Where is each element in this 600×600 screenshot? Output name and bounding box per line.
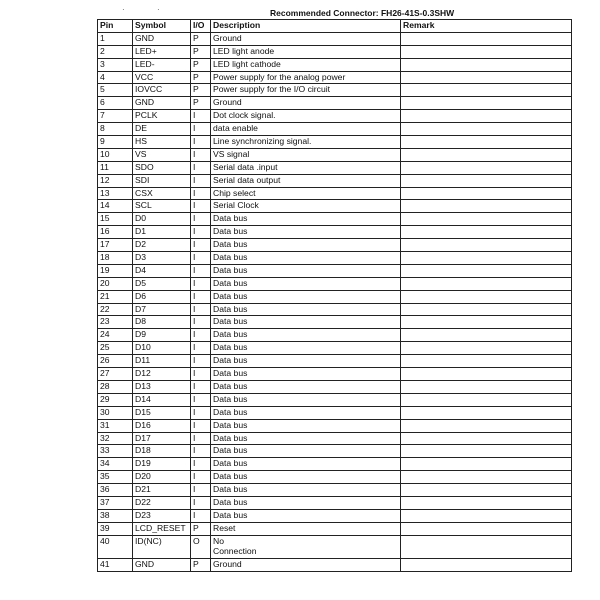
pin-cell: 37 bbox=[98, 496, 133, 509]
pin-cell: 35 bbox=[98, 471, 133, 484]
remark-cell bbox=[401, 509, 572, 522]
io-cell: I bbox=[191, 290, 211, 303]
pin-cell: 4 bbox=[98, 71, 133, 84]
io-cell: P bbox=[191, 58, 211, 71]
description-cell: Data bus bbox=[211, 471, 401, 484]
symbol-cell: DE bbox=[133, 123, 191, 136]
io-cell: I bbox=[191, 484, 211, 497]
symbol-cell: D19 bbox=[133, 458, 191, 471]
description-cell: Data bus bbox=[211, 406, 401, 419]
pin-cell: 2 bbox=[98, 45, 133, 58]
scan-mark: · bbox=[157, 5, 160, 14]
table-row bbox=[98, 32, 572, 45]
pin-cell: 17 bbox=[98, 239, 133, 252]
pin-cell: 11 bbox=[98, 161, 133, 174]
pin-cell: 33 bbox=[98, 445, 133, 458]
io-cell: I bbox=[191, 355, 211, 368]
description-cell: Power supply for the analog power bbox=[211, 71, 401, 84]
io-cell: P bbox=[191, 32, 211, 45]
io-cell: I bbox=[191, 471, 211, 484]
table-row bbox=[98, 535, 572, 558]
table-row bbox=[98, 432, 572, 445]
remark-cell bbox=[401, 32, 572, 45]
table-row bbox=[98, 355, 572, 368]
pin-cell: 22 bbox=[98, 303, 133, 316]
remark-cell bbox=[401, 58, 572, 71]
io-cell: I bbox=[191, 393, 211, 406]
description-cell: No Connection bbox=[211, 535, 401, 558]
pin-cell: 36 bbox=[98, 484, 133, 497]
table-row bbox=[98, 58, 572, 71]
symbol-cell: IOVCC bbox=[133, 84, 191, 97]
description-cell: VS signal bbox=[211, 148, 401, 161]
io-cell: I bbox=[191, 380, 211, 393]
table-row bbox=[98, 290, 572, 303]
pin-cell: 27 bbox=[98, 368, 133, 381]
io-cell: I bbox=[191, 239, 211, 252]
symbol-cell: PCLK bbox=[133, 110, 191, 123]
remark-cell bbox=[401, 161, 572, 174]
description-cell: Data bus bbox=[211, 445, 401, 458]
table-row bbox=[98, 136, 572, 149]
remark-cell bbox=[401, 380, 572, 393]
description-cell: Data bus bbox=[211, 419, 401, 432]
remark-cell bbox=[401, 290, 572, 303]
header-remark: Remark bbox=[401, 20, 572, 33]
io-cell: I bbox=[191, 432, 211, 445]
remark-cell bbox=[401, 187, 572, 200]
io-cell: I bbox=[191, 458, 211, 471]
description-cell: Data bus bbox=[211, 496, 401, 509]
table-row bbox=[98, 264, 572, 277]
io-cell: I bbox=[191, 303, 211, 316]
symbol-cell: D5 bbox=[133, 277, 191, 290]
pin-cell: 14 bbox=[98, 200, 133, 213]
io-cell: O bbox=[191, 535, 211, 558]
table-row bbox=[98, 393, 572, 406]
io-cell: I bbox=[191, 445, 211, 458]
table-row bbox=[98, 84, 572, 97]
symbol-cell: D3 bbox=[133, 252, 191, 265]
io-cell: I bbox=[191, 213, 211, 226]
symbol-cell: D2 bbox=[133, 239, 191, 252]
symbol-cell: GND bbox=[133, 32, 191, 45]
table-row bbox=[98, 123, 572, 136]
symbol-cell: D10 bbox=[133, 342, 191, 355]
pin-cell: 6 bbox=[98, 97, 133, 110]
pin-cell: 28 bbox=[98, 380, 133, 393]
io-cell: I bbox=[191, 496, 211, 509]
io-cell: P bbox=[191, 558, 211, 571]
description-cell: Data bus bbox=[211, 303, 401, 316]
pin-cell: 23 bbox=[98, 316, 133, 329]
description-cell: LED light cathode bbox=[211, 58, 401, 71]
header-description: Description bbox=[211, 20, 401, 33]
symbol-cell: D17 bbox=[133, 432, 191, 445]
remark-cell bbox=[401, 264, 572, 277]
description-cell: Serial Clock bbox=[211, 200, 401, 213]
table-row bbox=[98, 380, 572, 393]
io-cell: I bbox=[191, 200, 211, 213]
pin-cell: 3 bbox=[98, 58, 133, 71]
pin-cell: 18 bbox=[98, 252, 133, 265]
description-cell: Dot clock signal. bbox=[211, 110, 401, 123]
pin-cell: 31 bbox=[98, 419, 133, 432]
pin-cell: 25 bbox=[98, 342, 133, 355]
table-row bbox=[98, 252, 572, 265]
io-cell: P bbox=[191, 71, 211, 84]
symbol-cell: D13 bbox=[133, 380, 191, 393]
io-cell: I bbox=[191, 226, 211, 239]
table-row bbox=[98, 419, 572, 432]
remark-cell bbox=[401, 226, 572, 239]
description-cell: Power supply for the I/O circuit bbox=[211, 84, 401, 97]
remark-cell bbox=[401, 136, 572, 149]
remark-cell bbox=[401, 496, 572, 509]
remark-cell bbox=[401, 535, 572, 558]
table-row bbox=[98, 303, 572, 316]
remark-cell bbox=[401, 123, 572, 136]
io-cell: I bbox=[191, 174, 211, 187]
symbol-cell: LED- bbox=[133, 58, 191, 71]
table-row bbox=[98, 239, 572, 252]
pin-cell: 40 bbox=[98, 535, 133, 558]
symbol-cell: D16 bbox=[133, 419, 191, 432]
symbol-cell: D6 bbox=[133, 290, 191, 303]
io-cell: I bbox=[191, 148, 211, 161]
symbol-cell: LED+ bbox=[133, 45, 191, 58]
symbol-cell: VS bbox=[133, 148, 191, 161]
remark-cell bbox=[401, 432, 572, 445]
description-cell: Chip select bbox=[211, 187, 401, 200]
table-row bbox=[98, 316, 572, 329]
description-cell: Line synchronizing signal. bbox=[211, 136, 401, 149]
pin-assignment-table bbox=[97, 19, 572, 572]
io-cell: I bbox=[191, 123, 211, 136]
remark-cell bbox=[401, 252, 572, 265]
table-row bbox=[98, 97, 572, 110]
remark-cell bbox=[401, 303, 572, 316]
symbol-cell: D0 bbox=[133, 213, 191, 226]
table-row bbox=[98, 445, 572, 458]
remark-cell bbox=[401, 45, 572, 58]
pin-cell: 19 bbox=[98, 264, 133, 277]
remark-cell bbox=[401, 393, 572, 406]
symbol-cell: SDI bbox=[133, 174, 191, 187]
io-cell: P bbox=[191, 97, 211, 110]
description-cell: Data bus bbox=[211, 484, 401, 497]
io-cell: P bbox=[191, 522, 211, 535]
io-cell: P bbox=[191, 45, 211, 58]
io-cell: I bbox=[191, 329, 211, 342]
table-row bbox=[98, 110, 572, 123]
pin-cell: 13 bbox=[98, 187, 133, 200]
remark-cell bbox=[401, 471, 572, 484]
description-cell: Data bus bbox=[211, 393, 401, 406]
table-row bbox=[98, 187, 572, 200]
description-cell: Ground bbox=[211, 32, 401, 45]
description-cell: Data bus bbox=[211, 329, 401, 342]
description-cell: Data bus bbox=[211, 380, 401, 393]
pin-cell: 10 bbox=[98, 148, 133, 161]
pin-cell: 16 bbox=[98, 226, 133, 239]
pin-cell: 15 bbox=[98, 213, 133, 226]
symbol-cell: D4 bbox=[133, 264, 191, 277]
pin-cell: 38 bbox=[98, 509, 133, 522]
symbol-cell: D18 bbox=[133, 445, 191, 458]
io-cell: I bbox=[191, 264, 211, 277]
table-body bbox=[98, 32, 572, 571]
pin-cell: 32 bbox=[98, 432, 133, 445]
symbol-cell: D20 bbox=[133, 471, 191, 484]
symbol-cell: D15 bbox=[133, 406, 191, 419]
table-row bbox=[98, 174, 572, 187]
pin-cell: 34 bbox=[98, 458, 133, 471]
remark-cell bbox=[401, 213, 572, 226]
description-cell: Serial data .input bbox=[211, 161, 401, 174]
table-row bbox=[98, 522, 572, 535]
description-cell: Data bus bbox=[211, 368, 401, 381]
pin-cell: 12 bbox=[98, 174, 133, 187]
table-row bbox=[98, 558, 572, 571]
remark-cell bbox=[401, 406, 572, 419]
remark-cell bbox=[401, 522, 572, 535]
table-row bbox=[98, 406, 572, 419]
pin-cell: 24 bbox=[98, 329, 133, 342]
remark-cell bbox=[401, 174, 572, 187]
io-cell: I bbox=[191, 161, 211, 174]
symbol-cell: VCC bbox=[133, 71, 191, 84]
pin-cell: 9 bbox=[98, 136, 133, 149]
description-cell: Data bus bbox=[211, 252, 401, 265]
remark-cell bbox=[401, 445, 572, 458]
description-cell: Data bus bbox=[211, 264, 401, 277]
io-cell: I bbox=[191, 419, 211, 432]
remark-cell bbox=[401, 355, 572, 368]
symbol-cell: D14 bbox=[133, 393, 191, 406]
pin-cell: 7 bbox=[98, 110, 133, 123]
symbol-cell: D11 bbox=[133, 355, 191, 368]
scan-mark: · bbox=[122, 5, 125, 14]
header-io: I/O bbox=[191, 20, 211, 33]
table-row bbox=[98, 496, 572, 509]
io-cell: I bbox=[191, 342, 211, 355]
table-row bbox=[98, 45, 572, 58]
table-row bbox=[98, 509, 572, 522]
io-cell: I bbox=[191, 406, 211, 419]
symbol-cell: HS bbox=[133, 136, 191, 149]
description-cell: Data bus bbox=[211, 432, 401, 445]
description-cell: Data bus bbox=[211, 226, 401, 239]
description-cell: Data bus bbox=[211, 213, 401, 226]
description-cell: LED light anode bbox=[211, 45, 401, 58]
symbol-cell: GND bbox=[133, 558, 191, 571]
pin-cell: 21 bbox=[98, 290, 133, 303]
description-cell: data enable bbox=[211, 123, 401, 136]
io-cell: I bbox=[191, 509, 211, 522]
remark-cell bbox=[401, 84, 572, 97]
remark-cell bbox=[401, 316, 572, 329]
remark-cell bbox=[401, 148, 572, 161]
symbol-cell: D12 bbox=[133, 368, 191, 381]
description-cell: Data bus bbox=[211, 290, 401, 303]
remark-cell bbox=[401, 558, 572, 571]
remark-cell bbox=[401, 419, 572, 432]
description-cell: Reset bbox=[211, 522, 401, 535]
table-row bbox=[98, 213, 572, 226]
remark-cell bbox=[401, 329, 572, 342]
description-cell: Ground bbox=[211, 558, 401, 571]
table-row bbox=[98, 200, 572, 213]
remark-cell bbox=[401, 239, 572, 252]
table-row bbox=[98, 471, 572, 484]
table-row bbox=[98, 226, 572, 239]
pin-cell: 8 bbox=[98, 123, 133, 136]
symbol-cell: D23 bbox=[133, 509, 191, 522]
table-row bbox=[98, 484, 572, 497]
description-cell: Data bus bbox=[211, 458, 401, 471]
table-row bbox=[98, 277, 572, 290]
remark-cell bbox=[401, 368, 572, 381]
remark-cell bbox=[401, 97, 572, 110]
io-cell: I bbox=[191, 316, 211, 329]
symbol-cell: SCL bbox=[133, 200, 191, 213]
description-cell: Data bus bbox=[211, 342, 401, 355]
table-row bbox=[98, 148, 572, 161]
remark-cell bbox=[401, 342, 572, 355]
table-row bbox=[98, 161, 572, 174]
pin-cell: 39 bbox=[98, 522, 133, 535]
remark-cell bbox=[401, 110, 572, 123]
io-cell: P bbox=[191, 84, 211, 97]
description-cell: Data bus bbox=[211, 316, 401, 329]
pin-cell: 29 bbox=[98, 393, 133, 406]
io-cell: I bbox=[191, 252, 211, 265]
symbol-cell: D1 bbox=[133, 226, 191, 239]
io-cell: I bbox=[191, 136, 211, 149]
pin-cell: 26 bbox=[98, 355, 133, 368]
symbol-cell: ID(NC) bbox=[133, 535, 191, 558]
table-row bbox=[98, 71, 572, 84]
symbol-cell: D8 bbox=[133, 316, 191, 329]
description-cell: Data bus bbox=[211, 239, 401, 252]
symbol-cell: SDO bbox=[133, 161, 191, 174]
io-cell: I bbox=[191, 277, 211, 290]
table-row bbox=[98, 458, 572, 471]
remark-cell bbox=[401, 458, 572, 471]
io-cell: I bbox=[191, 187, 211, 200]
io-cell: I bbox=[191, 368, 211, 381]
table-row bbox=[98, 368, 572, 381]
description-cell: Ground bbox=[211, 97, 401, 110]
symbol-cell: LCD_RESET bbox=[133, 522, 191, 535]
pin-cell: 41 bbox=[98, 558, 133, 571]
description-cell: Data bus bbox=[211, 509, 401, 522]
pin-cell: 30 bbox=[98, 406, 133, 419]
symbol-cell: GND bbox=[133, 97, 191, 110]
connector-note: Recommended Connector: FH26-41S-0.3SHW bbox=[270, 8, 455, 18]
description-cell: Serial data output bbox=[211, 174, 401, 187]
symbol-cell: CSX bbox=[133, 187, 191, 200]
remark-cell bbox=[401, 277, 572, 290]
pin-cell: 5 bbox=[98, 84, 133, 97]
symbol-cell: D22 bbox=[133, 496, 191, 509]
description-cell: Data bus bbox=[211, 355, 401, 368]
table-row bbox=[98, 342, 572, 355]
symbol-cell: D9 bbox=[133, 329, 191, 342]
table-header-row bbox=[98, 20, 572, 33]
io-cell: I bbox=[191, 110, 211, 123]
description-cell: Data bus bbox=[211, 277, 401, 290]
symbol-cell: D21 bbox=[133, 484, 191, 497]
header-symbol: Symbol bbox=[133, 20, 191, 33]
header-pin: Pin bbox=[98, 20, 133, 33]
remark-cell bbox=[401, 71, 572, 84]
remark-cell bbox=[401, 484, 572, 497]
table-row bbox=[98, 329, 572, 342]
remark-cell bbox=[401, 200, 572, 213]
pin-cell: 1 bbox=[98, 32, 133, 45]
symbol-cell: D7 bbox=[133, 303, 191, 316]
pin-cell: 20 bbox=[98, 277, 133, 290]
